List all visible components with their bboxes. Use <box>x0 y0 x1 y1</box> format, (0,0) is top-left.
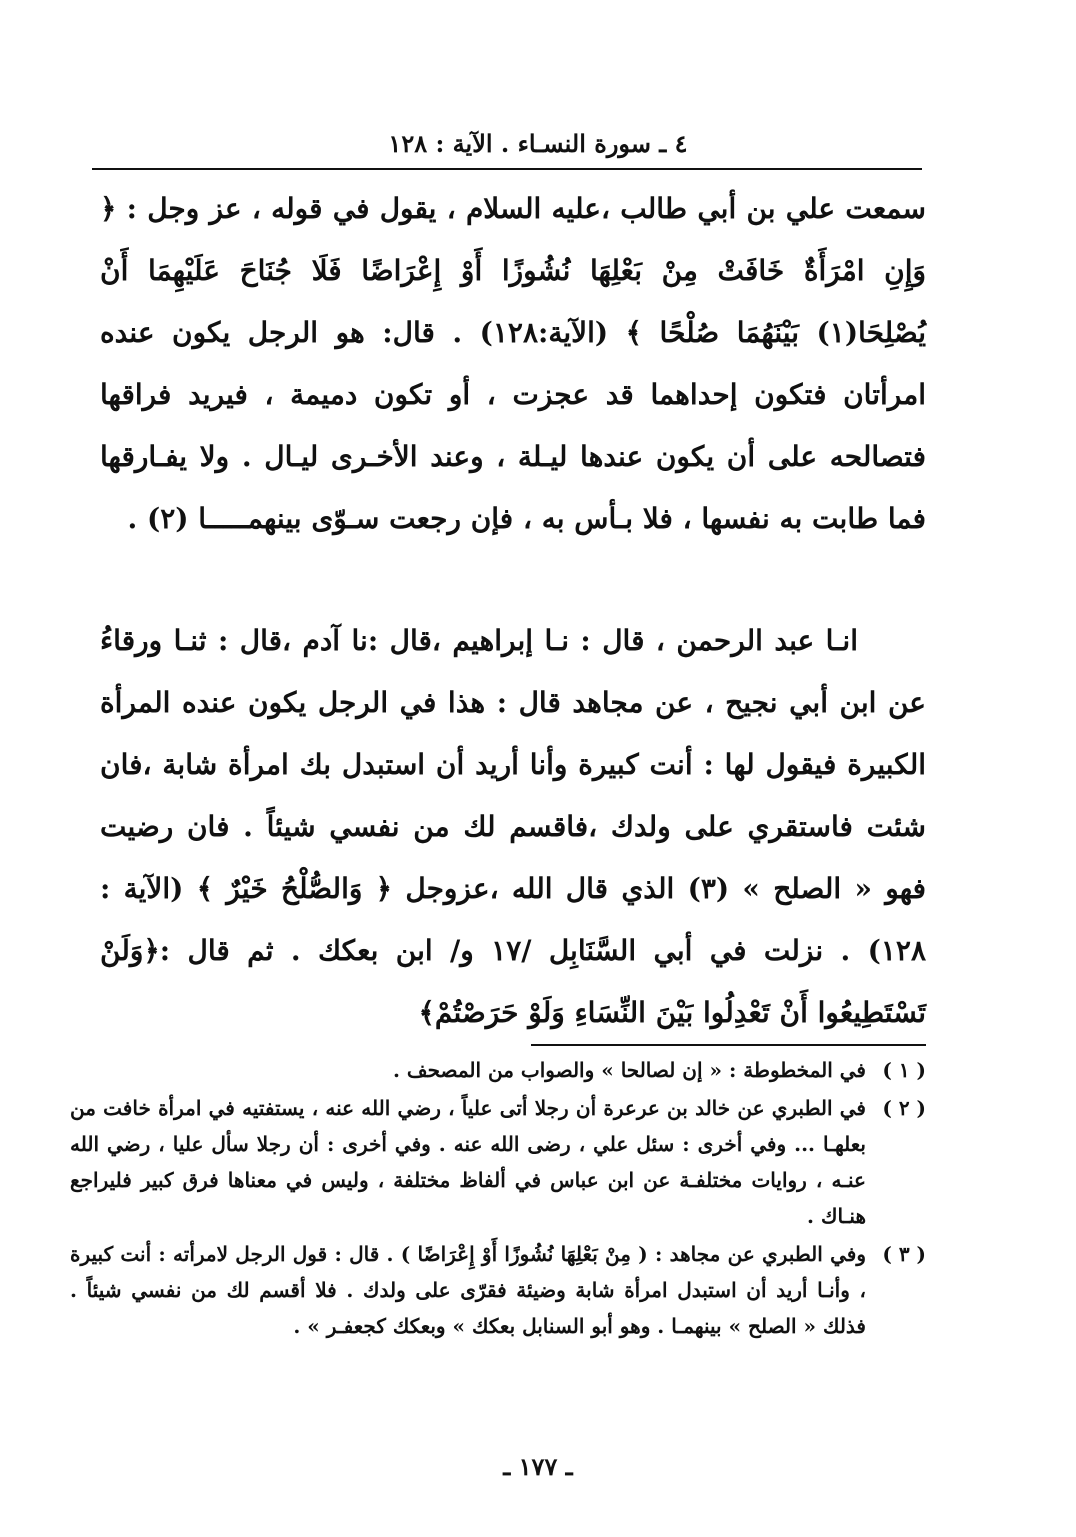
footnote-number: ( ١ ) <box>882 1058 926 1082</box>
footnote-text: في الطبري عن خالد بن عرعرة أن رجلا أتى علياً ، رضي الله عنه ، يستفتيه في امرأة خافت من بعلهـا ... وفي أخرى : سئل علي ، رضى الله عنه . وفي أخرى : أن رجلا سأل عليا ، رضي الله عنـه ، روايات مختلفـة عن ابن عباس في ألفاظ مختلفة ، وليس في معناها فرق كبير فليراجع هنـاك . <box>70 1096 866 1228</box>
footnote-2 <box>70 1090 926 1234</box>
footnote-1 <box>70 1052 926 1088</box>
header-divider <box>92 168 922 170</box>
page-number: ـ ١٧٧ ـ <box>503 1452 573 1481</box>
paragraph-2: انـا عبد الرحمن ، قال : نـا إبراهيم ،قال :نا آدم ،قال : ثنـا ورقاءُ عن ابن أبي نجيح ، عن مجاهد قال : هذا في الرجل يكون عنده المرأة الكبيرة فيقول لها : أنت كبيرة وأنا أريد أن استبدل بك امرأة شابة ،فان شئت فاستقري على ولدك ،فاقسم لك من نفسي شيئاً . فان رضيت فهو « الصلح » (٣) الذي قال الله ،عزوجل ﴿ وَالصُّلْحُ خَيْرٌ ﴾ (الآية : ١٢٨) . نزلت في أبي السَّنَابِل /١٧ و/ ابن بعكك . ثم قال :﴿وَلَنْ تَسْتَطِيعُوا أَنْ تَعْدِلُوا بَيْنَ النِّسَاءِ وَلَوْ حَرَصْتُمْ﴾ <box>100 624 926 1029</box>
footnote-number: ( ٢ ) <box>882 1096 926 1120</box>
footnote-divider <box>531 1044 926 1046</box>
footnotes <box>70 1052 926 1346</box>
footnote-number: ( ٣ ) <box>882 1242 926 1266</box>
footnote-text: وفي الطبري عن مجاهد : ( مِنْ بَعْلِهَا نُشُوزًا أَوْ إِعْرَاضًا ) . قال : قول الرجل لامرأته : أنت كبيرة ، وأنـا أريد أن استبدل امرأة شابة وضيئة فقرّى على ولدك . فلا أقسم لك من نفسي شيئاً . فذلك « الصلح » بينهمـا . وهو أبو السنابل بعكك » وبعكك كجعفـر » . <box>70 1242 866 1338</box>
footnote-text: في المخطوطة : « إن لصالحا » والصواب من المصحف . <box>392 1058 866 1082</box>
footnote-3 <box>70 1236 926 1344</box>
paragraph-1: سمعت علي بن أبي طالب ،عليه السلام ، يقول في قوله ، عز وجل : ﴿ وَإِنِ امْرَأَةٌ خَافَتْ مِنْ بَعْلِهَا نُشُوزًا أَوْ إِعْرَاضًا فَلَا جُنَاحَ عَلَيْهِمَا أَنْ يُصْلِحَا(١) بَيْنَهُمَا صُلْحًا ﴾ (الآية:١٢٨) . قال: هو الرجل يكون عنده امرأتان فتكون إحداهما قد عجزت ، أو تكون دميمة ، فيريد فراقها فتصالحه على أن يكون عندها ليـلة ، وعند الأخـرى ليـال . ولا يفـارقها فما طابت به نفسها ، فلا بـأس به ، فإن رجعت سـوّى بينهمـــــا (٢) . <box>100 192 927 535</box>
running-header: ٤ ـ سورة النسـاء . الآية : ١٢٨ <box>388 129 688 158</box>
